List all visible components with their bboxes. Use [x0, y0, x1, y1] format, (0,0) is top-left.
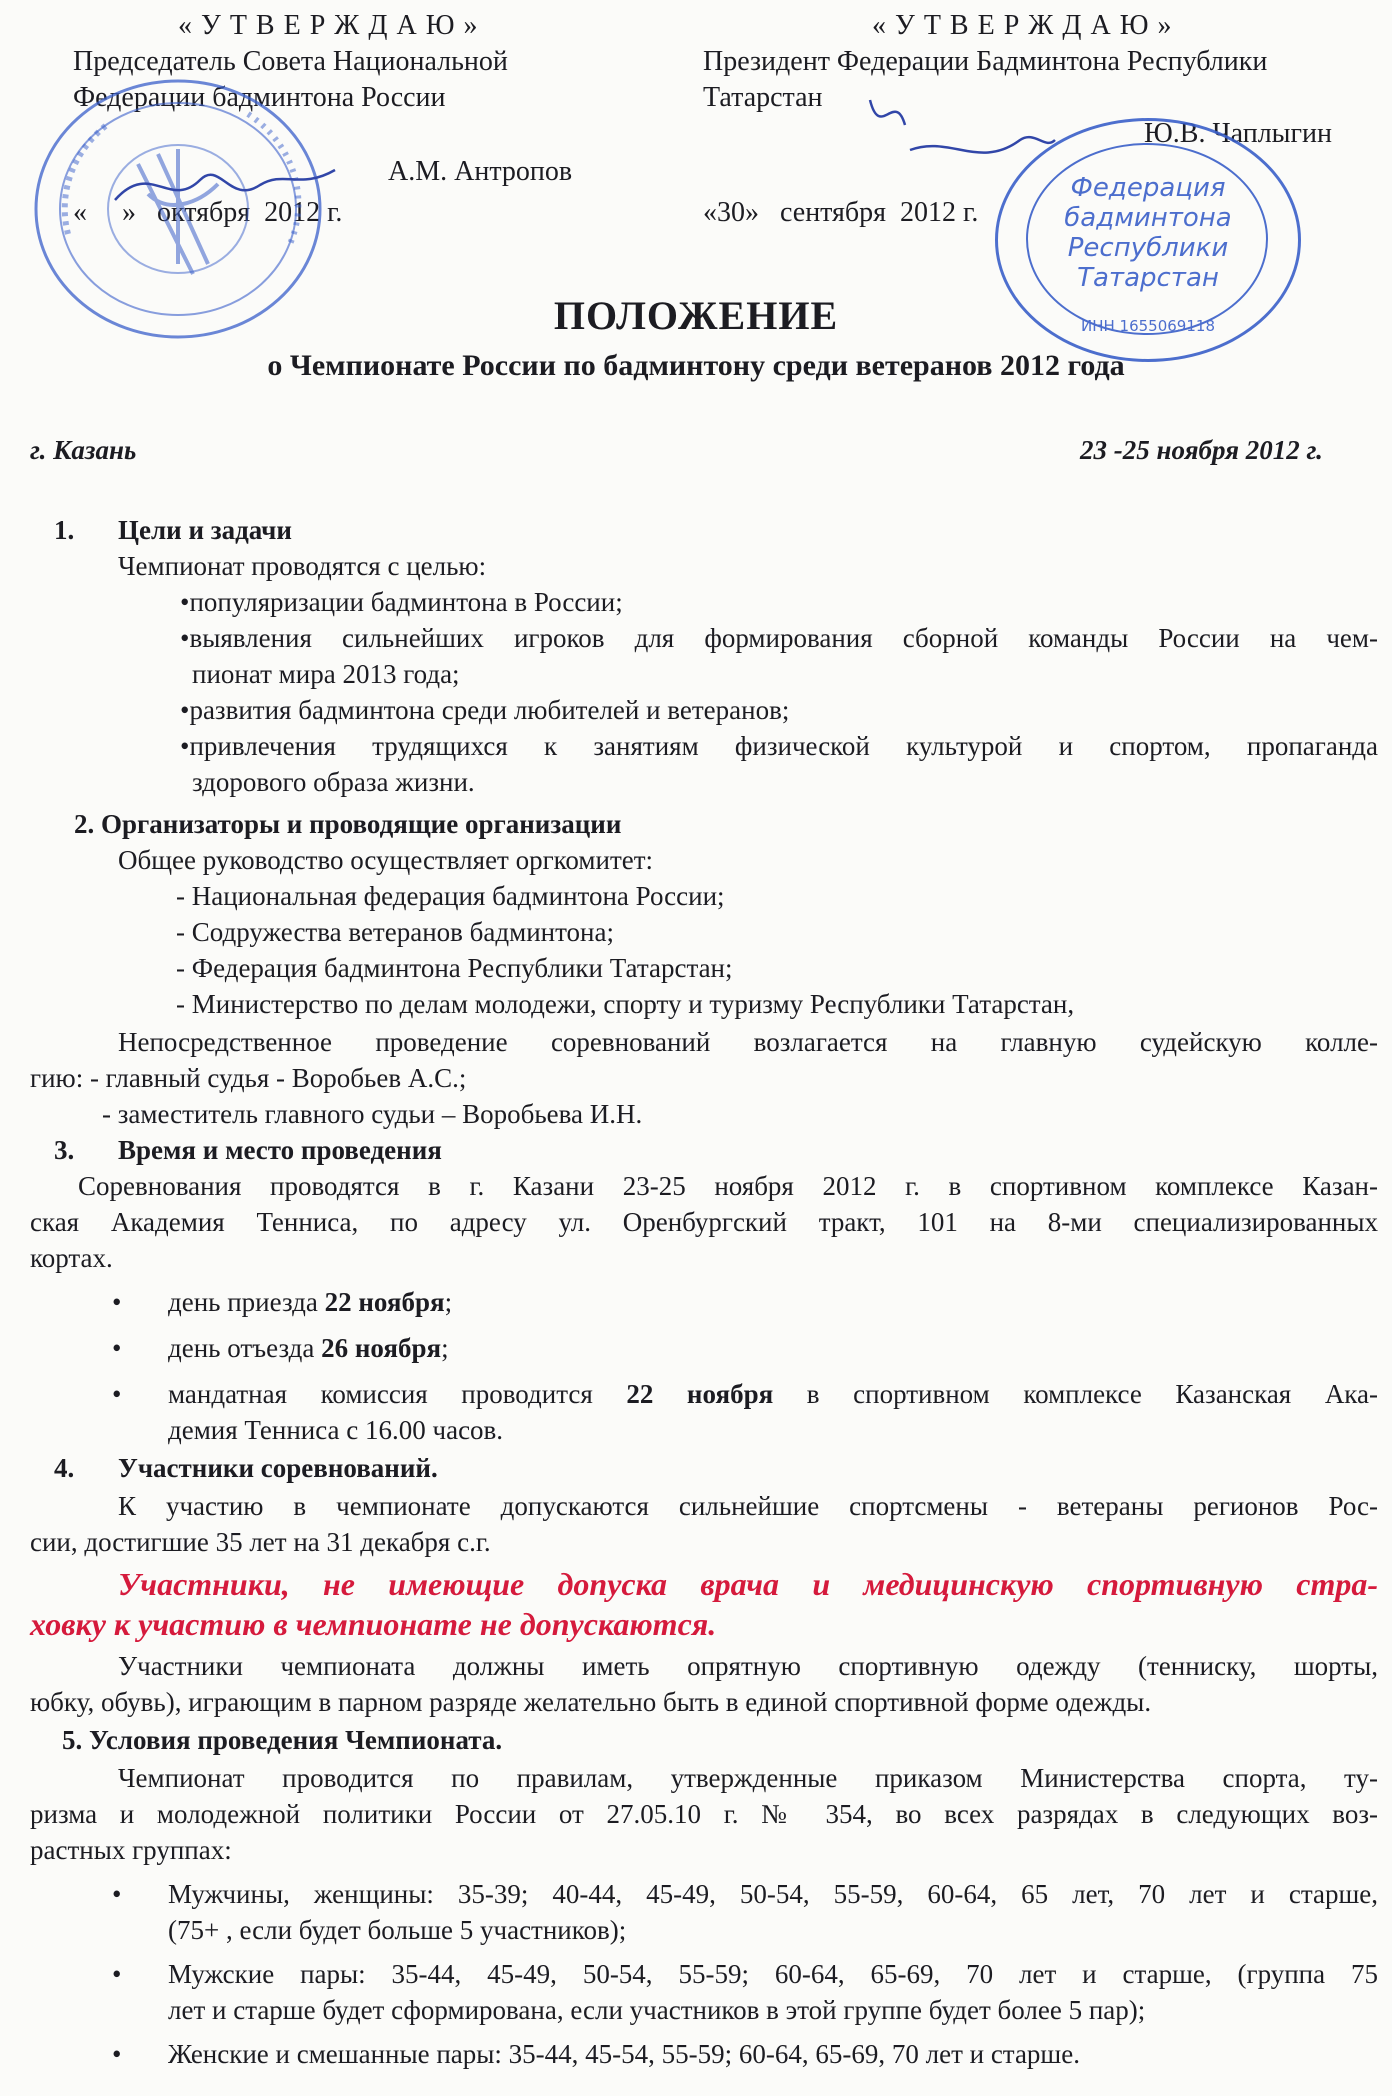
- list-item: Женские и смешанные пары: 35-44, 45-54, 55-59; 60-64, 65-69, 70 лет и старше.: [168, 2039, 1080, 2069]
- paragraph: кортах.: [30, 1243, 113, 1273]
- list-item: - Национальная федерация бадминтона России;: [176, 881, 725, 911]
- section-intro: Общее руководство осуществляет оргкомитет:: [118, 845, 654, 875]
- paragraph: растных группах:: [30, 1835, 232, 1865]
- paragraph: ризма и молодежной политики России от 27.05.10 г. № 354, во всех разрядах в следующих воз-: [30, 1799, 1378, 1829]
- section-heading: Цели и задачи: [118, 515, 292, 545]
- paragraph: Чемпионат проводится по правилам, утвержденные приказом Министерства спорта, ту-: [118, 1763, 1378, 1793]
- list-item: - Федерация бадминтона Республики Татарстан;: [176, 953, 733, 983]
- paragraph: Непосредственное проведение соревнований возлагается на главную судейскую колле-: [118, 1027, 1378, 1057]
- medical-warning: ховку к участию в чемпионате не допускаются.: [30, 1606, 717, 1642]
- list-item: • выявления сильнейших игроков для формирования сборной команды России на чем-: [180, 620, 1378, 656]
- list-item-continuation: пионат мира 2013 года;: [192, 659, 460, 689]
- list-item: мандатная комиссия проводится 22 ноября в спортивном комплексе Казанская Ака-: [168, 1379, 1378, 1409]
- approver-title-line: Президент Федерации Бадминтона Республики: [703, 46, 1268, 77]
- medical-warning: Участники, не имеющие допуска врача и медицинскую спортивную стра-: [118, 1566, 1378, 1602]
- approval-date: «30» сентября 2012 г.: [703, 197, 979, 228]
- section-number: 3.: [54, 1135, 75, 1165]
- document-title: ПОЛОЖЕНИЕ: [553, 293, 839, 338]
- signature-right-icon: [860, 80, 1060, 170]
- bullet-icon: •: [112, 1959, 122, 1989]
- event-place: г. Казань: [30, 435, 137, 465]
- document-subtitle: о Чемпионате России по бадминтону среди ветеранов 2012 года: [267, 349, 1125, 382]
- list-item: • развития бадминтона среди любителей и ветеранов;: [180, 692, 789, 728]
- section-heading: Время и место проведения: [118, 1135, 442, 1165]
- section-heading: Участники соревнований.: [118, 1453, 438, 1483]
- section-intro: Чемпионат проводятся с целью:: [118, 551, 487, 581]
- approval-date: « » октября 2012 г.: [73, 197, 343, 228]
- list-item: • привлечения трудящихся к занятиям физической культурой и спортом, пропаганда: [180, 728, 1378, 764]
- event-dates: 23 -25 ноября 2012 г.: [1080, 435, 1323, 465]
- bullet-icon: •: [112, 1287, 122, 1317]
- list-item: - Содружества ветеранов бадминтона;: [176, 917, 614, 947]
- list-item: • популяризации бадминтона в России;: [180, 584, 623, 620]
- paragraph: Участники чемпионата должны иметь опрятную спортивную одежду (тенниску, шорты,: [118, 1651, 1378, 1681]
- paragraph: юбку, обувь), играющим в парном разряде желательно быть в единой спортивной форме одежды.: [30, 1687, 1152, 1717]
- paragraph: ская Академия Тенниса, по адресу ул. Оренбургский тракт, 101 на 8-ми специализированных: [30, 1207, 1378, 1237]
- approver-title-line: Председатель Совета Национальной: [73, 46, 508, 77]
- approve-heading: « У Т В Е Р Ж Д А Ю »: [872, 10, 1173, 41]
- seal-inn: ИНН 1655069118: [1081, 317, 1215, 335]
- list-item: - Министерство по делам молодежи, спорту и туризму Республики Татарстан,: [176, 989, 1075, 1019]
- paragraph: гию: - главный судья - Воробьев А.С.;: [30, 1063, 467, 1093]
- seal-text: Татарстан: [1077, 263, 1219, 293]
- list-item: день приезда 22 ноября;: [168, 1287, 453, 1317]
- section-number: 1.: [54, 515, 75, 545]
- signature-left-icon: [110, 150, 340, 220]
- list-item: Мужские пары: 35-44, 45-49, 50-54, 55-59; 60-64, 65-69, 70 лет и старше, (группа 75: [168, 1959, 1378, 1989]
- seal-text: Федерация: [1070, 173, 1226, 203]
- section-heading: 2. Организаторы и проводящие организации: [74, 809, 622, 839]
- section-heading: 5. Условия проведения Чемпионата.: [62, 1725, 503, 1755]
- list-item: день отъезда 26 ноября;: [168, 1333, 449, 1363]
- seal-text: бадминтона: [1064, 203, 1232, 233]
- paragraph: К участию в чемпионате допускаются сильнейшие спортсмены - ветераны регионов Рос-: [118, 1491, 1378, 1521]
- paragraph: Соревнования проводятся в г. Казани 23-25 ноября 2012 г. в спортивном комплексе Казан-: [78, 1171, 1378, 1201]
- list-item-continuation: (75+ , если будет больше 5 участников);: [168, 1915, 627, 1945]
- seal-text: Республики: [1067, 233, 1229, 263]
- paragraph: сии, достигшие 35 лет на 31 декабря с.г.: [30, 1527, 491, 1557]
- approve-heading: « У Т В Е Р Ж Д А Ю »: [178, 10, 479, 41]
- bullet-icon: •: [112, 1379, 122, 1409]
- approver-name: А.М. Антропов: [388, 156, 573, 187]
- list-item-continuation: лет и старше будет сформирована, если участников в этой группе будет более 5 пар);: [168, 1995, 1146, 2025]
- bullet-icon: •: [112, 1333, 122, 1363]
- bullet-icon: •: [112, 1879, 122, 1909]
- bullet-icon: •: [112, 2039, 122, 2069]
- list-item: Мужчины, женщины: 35-39; 40-44, 45-49, 50-54, 55-59, 60-64, 65 лет, 70 лет и старше,: [168, 1879, 1378, 1909]
- section-number: 4.: [54, 1453, 75, 1483]
- list-item-continuation: здорового образа жизни.: [192, 767, 475, 797]
- approver-name: Ю.В. Чаплыгин: [1144, 118, 1332, 149]
- paragraph: - заместитель главного судьи – Воробьева И.Н.: [102, 1099, 643, 1129]
- list-item-continuation: демия Тенниса с 16.00 часов.: [168, 1415, 504, 1445]
- approver-title-line: Татарстан: [703, 82, 823, 113]
- approver-title-line: Федерации бадминтона России: [73, 82, 446, 113]
